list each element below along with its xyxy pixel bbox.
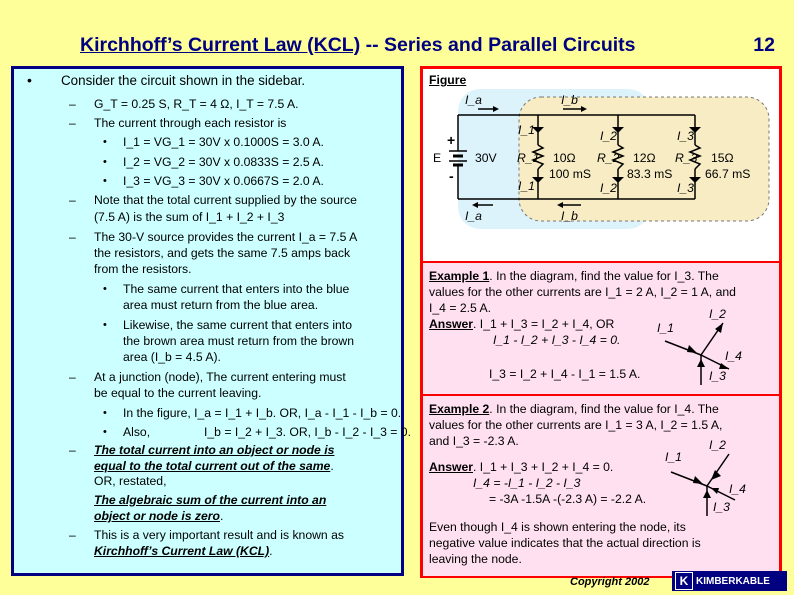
algebraic-line-2-wrap [94, 509, 223, 523]
figure-label: Figure [429, 73, 467, 87]
dash-icon: – [69, 528, 76, 542]
ex2-explain-2: negative value indicates that the actual direction is [429, 536, 701, 550]
ex1-node-i2: I_2 [709, 307, 726, 321]
title-main: Kirchhoff’s Current Law (KCL) [80, 34, 361, 56]
ex1-line-1 [429, 269, 719, 283]
dash-icon: – [69, 370, 76, 384]
i1-line: I_1 = VG_1 = 30V x 0.1000S = 3.0 A. [123, 135, 324, 149]
also-label: Also, [123, 425, 151, 439]
bullet-icon: • [103, 426, 107, 438]
current-each-text: The current through each resistor is [94, 116, 287, 130]
source-e-label: E [433, 151, 442, 165]
i2-bottom-label: I_2 [600, 181, 617, 195]
dash-icon: – [69, 116, 76, 130]
ex1-node-i3: I_3 [709, 369, 726, 383]
ia-top-label: I_a [465, 93, 482, 107]
r1-label: R_1 [517, 151, 540, 165]
figure-section [423, 69, 779, 261]
example-1-section [423, 263, 779, 394]
r1-value: 10Ω [553, 151, 576, 165]
ex1-node-i1: I_1 [657, 321, 674, 335]
also-line: I_b = I_2 + I_3. OR, I_b - I_2 - I_3 = 0. [204, 425, 411, 439]
ex2-node-i1: I_1 [665, 450, 682, 464]
ex1-heading: Example 1 [429, 269, 490, 283]
ex2-node-i3: I_3 [713, 500, 730, 514]
note-line-1: Note that the total current supplied by the source [94, 193, 357, 207]
page-number: 12 [753, 34, 775, 56]
algebraic-period: . [219, 509, 224, 523]
note-line-2: (7.5 A) is the sum of I_1 + I_2 + I_3 [94, 210, 285, 224]
ex1-line-3: I_4 = 2.5 A. [429, 301, 492, 315]
brown-line-3: area (I_b = 4.5 A). [123, 350, 221, 364]
i1-top-label: I_1 [518, 123, 535, 137]
ex2-answer-label: Answer [429, 460, 474, 474]
ib-bottom-label: I_b [561, 209, 578, 223]
ex2-answer-line [429, 460, 613, 474]
logo-text: KIMBERKABLE [696, 575, 770, 587]
intro-text: Consider the circuit shown in the sidebar. [61, 73, 306, 88]
bullet-icon: • [103, 136, 107, 148]
ex1-answer-2: I_1 - I_2 + I_3 - I_4 = 0. [493, 333, 621, 347]
bullet-icon: • [27, 72, 32, 88]
figure-line: In the figure, I_a = I_1 + I_b. OR, I_a - I_1 - I_b = 0. [123, 406, 402, 420]
dash-icon: – [69, 97, 76, 111]
dash-icon: – [69, 230, 76, 244]
important-line-1: This is a very important result and is known as [94, 528, 344, 542]
bullet-icon: • [103, 175, 107, 187]
source-line-2: the resistors, and gets the same 7.5 amps back [94, 246, 351, 260]
ex2-explain-3: leaving the node. [429, 552, 522, 566]
ex2-node-i2: I_2 [709, 438, 726, 452]
ex2-answer-3: = -3A -1.5A -(-2.3 A) = -2.2 A. [489, 492, 647, 506]
ex1-answer-1: . I_1 + I_3 = I_2 + I_4, OR [473, 317, 615, 331]
ex2-line-2: values for the other currents are I_1 = 3 A, I_2 = 1.5 A, [429, 418, 723, 432]
ex2-line-3: and I_3 = -2.3 A. [429, 434, 519, 448]
i3-bottom-label: I_3 [677, 181, 694, 195]
ex2-node-i4: I_4 [729, 482, 746, 496]
junction-line-2: be equal to the current leaving. [94, 386, 262, 400]
ex2-line-1 [429, 402, 719, 416]
bullet-icon: • [103, 283, 107, 295]
source-line-3: from the resistors. [94, 262, 192, 276]
brand-logo [672, 571, 787, 591]
ib-top-label: I_b [561, 93, 578, 107]
r2-value: 12Ω [633, 151, 656, 165]
minus-sign: - [449, 168, 454, 184]
junction-line-1: At a junction (node), The current entering must [94, 370, 346, 384]
algebraic-line-2: object or node is zero [94, 509, 220, 523]
ex1-node-i4: I_4 [725, 349, 742, 363]
logo-k-icon: K [675, 572, 693, 590]
algebraic-line-1: The algebraic sum of the current into an [94, 493, 327, 507]
important-line-2-wrap [94, 544, 273, 558]
r1-conductance: 100 mS [549, 167, 592, 181]
blue-line-1: The same current that enters into the blue [123, 282, 350, 296]
title-rest: -- Series and Parallel Circuits [360, 34, 636, 56]
gt-line: G_T = 0.25 S, R_T = 4 Ω, I_T = 7.5 A. [94, 97, 299, 111]
source-voltage: 30V [475, 151, 497, 165]
bullet-icon: • [103, 319, 107, 331]
dash-icon: – [69, 193, 76, 207]
content-panel [11, 66, 411, 576]
important-period: . [269, 544, 273, 558]
r2-label: R_2 [597, 151, 620, 165]
ex2-answer-1: . I_1 + I_3 + I_2 + I_4 = 0. [473, 460, 614, 474]
example-2-section [423, 396, 779, 576]
total-period: . [330, 459, 334, 473]
bullet-icon: • [103, 156, 107, 168]
i3-line: I_3 = VG_3 = 30V x 0.0667S = 2.0 A. [123, 174, 324, 188]
sidebar-panel [420, 66, 782, 578]
page-title [80, 34, 780, 57]
ex2-answer-2: I_4 = -I_1 - I_2 - I_3 [473, 476, 581, 490]
ex1-answer-3: I_3 = I_2 + I_4 - I_1 = 1.5 A. [489, 367, 641, 381]
brown-line-2: the brown area must return from the brown [123, 334, 354, 348]
r2-conductance: 83.3 mS [627, 167, 673, 181]
dash-icon: – [69, 443, 76, 457]
ex1-line-2: values for the other currents are I_1 = 2 A, I_2 = 1 A, and [429, 285, 736, 299]
blue-line-2: area must return from the blue area. [123, 298, 319, 312]
i2-top-label: I_2 [600, 129, 617, 143]
bullet-icon: • [103, 407, 107, 419]
i2-line: I_2 = VG_2 = 30V x 0.0833S = 2.5 A. [123, 155, 324, 169]
ex1-line-1-text: . In the diagram, find the value for I_3. The [489, 269, 719, 283]
ex2-heading: Example 2 [429, 402, 490, 416]
ex1-answer-label: Answer [429, 317, 474, 331]
ex1-answer-line [429, 317, 614, 331]
i1-bottom-label: I_1 [518, 179, 535, 193]
ia-bottom-label: I_a [465, 209, 482, 223]
important-line-2: Kirchhoff’s Current Law (KCL) [94, 544, 270, 558]
r3-conductance: 66.7 mS [705, 167, 751, 181]
total-line-1: The total current into an object or node is [94, 443, 335, 457]
total-line-2-wrap [94, 459, 334, 473]
plus-sign: + [447, 132, 456, 148]
restated-text: OR, restated, [94, 474, 167, 488]
brown-line-1: Likewise, the same current that enters into [123, 318, 352, 332]
source-line-1: The 30-V source provides the current I_a = 7.5 A [94, 230, 358, 244]
total-line-2: equal to the total current out of the same [94, 459, 331, 473]
copyright-text: Copyright 2002 [570, 576, 650, 588]
r3-label: R_3 [675, 151, 698, 165]
i3-top-label: I_3 [677, 129, 694, 143]
ex2-explain-1: Even though I_4 is shown entering the node, its [429, 520, 686, 534]
r3-value: 15Ω [711, 151, 734, 165]
ex2-line-1-text: . In the diagram, find the value for I_4. The [489, 402, 719, 416]
